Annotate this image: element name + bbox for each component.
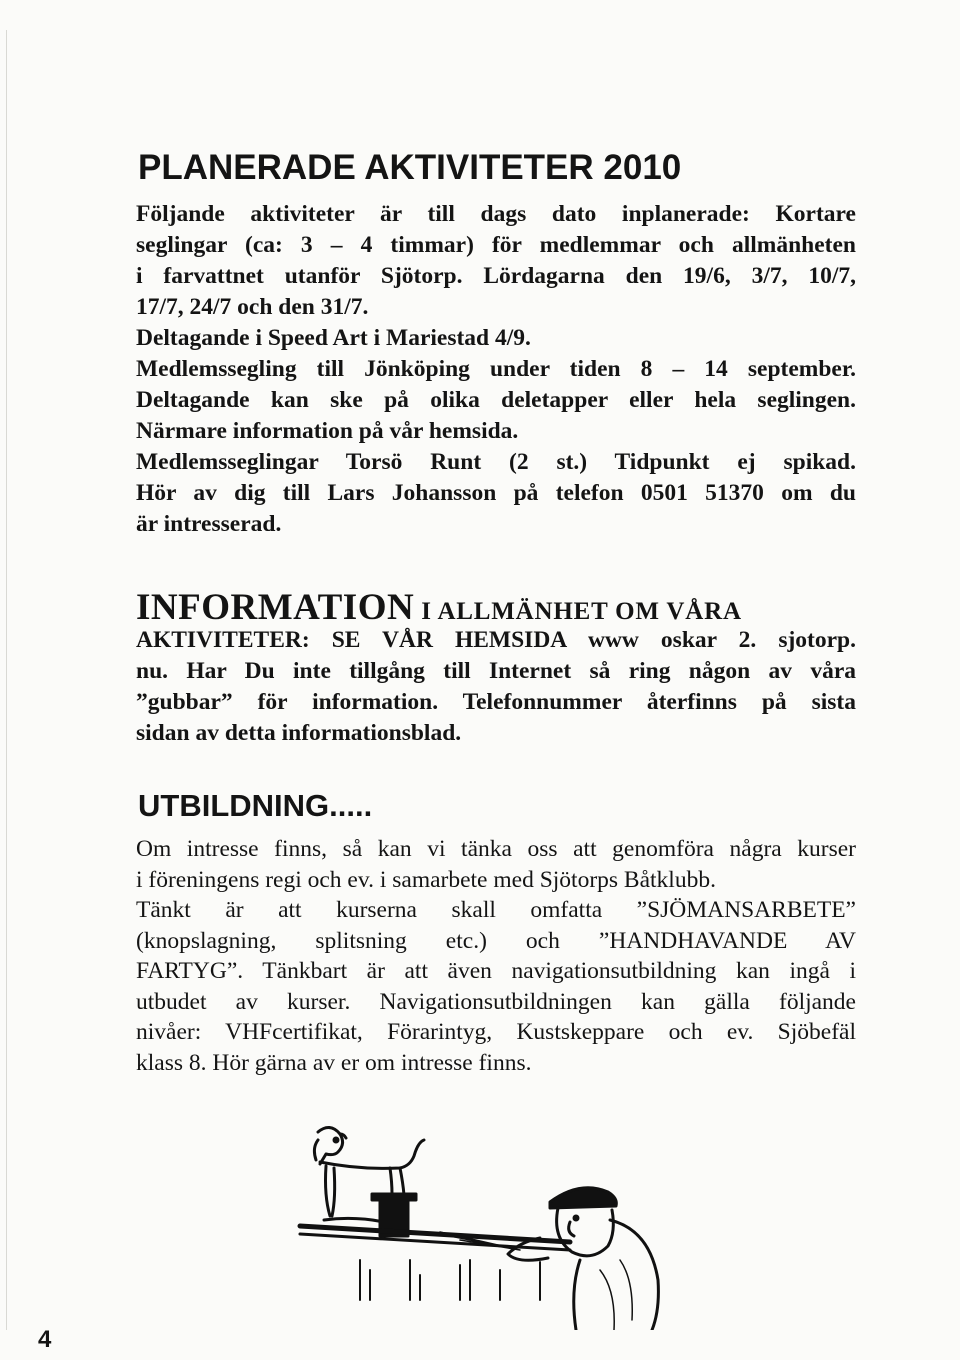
information-paragraph [136,625,856,749]
information-line: nu. Har Du inte tillgång till Internet så ring någon av våra [136,658,856,684]
education-line: Tänkt är att kurserna skall omfatta ”SJÖMANSARBETE” [136,897,856,923]
dog-and-sailor-cartoon-icon [240,1110,700,1330]
activities-line: Följande aktiviteter är till dags dato inplanerade: Kortare [136,201,856,227]
heading-information-small: I ALLMÄNHET OM VÅRA [414,598,742,625]
heading-information [136,586,856,629]
education-line: klass 8. Hör gärna av er om intresse finns. [136,1049,532,1076]
education-line: utbudet av kurser. Navigationsutbildningen kan gälla följande [136,988,856,1015]
activities-line: Deltagande kan ske på olika deletapper eller hela seglingen. [136,387,856,413]
activities-line: Medlemsseglingar Torsö Runt (2 st.) Tidpunkt ej spikad. [136,449,856,475]
activities-line: 17/7, 24/7 och den 31/7. [136,294,369,320]
activities-line: i farvattnet utanför Sjötorp. Lördagarna den 19/6, 3/7, 10/7, [136,263,856,289]
page-number: 4 [38,1326,52,1353]
information-line: sidan av detta informationsblad. [136,720,462,746]
page-edge-line [6,30,7,1330]
activities-line: Deltagande i Speed Art i Mariestad 4/9. [136,325,531,351]
information-line: AKTIVITETER: SE VÅR HEMSIDA www oskar 2. sjotorp. [136,627,856,653]
activities-line: är intresserad. [136,511,282,537]
activities-line: Medlemssegling till Jönköping under tiden 8 – 14 september. [136,356,856,382]
education-line: (knopslagning, splitsning etc.) och ”HANDHAVANDE AV [136,927,856,954]
education-line: nivåer: VHFcertifikat, Förarintyg, Kustskeppare och ev. Sjöbefäl [136,1019,856,1045]
heading-information-big: INFORMATION [136,587,415,628]
education-line: Om intresse finns, så kan vi tänka oss att genomföra några kurser [136,836,856,862]
activities-line: seglingar (ca: 3 – 4 timmar) för medlemmar och allmänheten [136,232,856,258]
heading-planerade-aktiviteter: PLANERADE AKTIVITETER 2010 [138,148,682,187]
education-paragraph [136,834,856,1078]
activities-line: Närmare information på vår hemsida. [136,418,519,444]
activities-line: Hör av dig till Lars Johansson på telefon 0501 51370 om du [136,480,856,506]
heading-utbildning: UTBILDNING..... [138,788,373,823]
education-line: FARTYG”. Tänkbart är att även navigationsutbildning kan ingå i [136,958,856,984]
activities-paragraph [136,199,856,540]
education-line: i föreningens regi och ev. i samarbete med Sjötorps Båtklubb. [136,866,716,893]
information-line: ”gubbar” för information. Telefonnummer återfinns på sista [136,689,856,715]
